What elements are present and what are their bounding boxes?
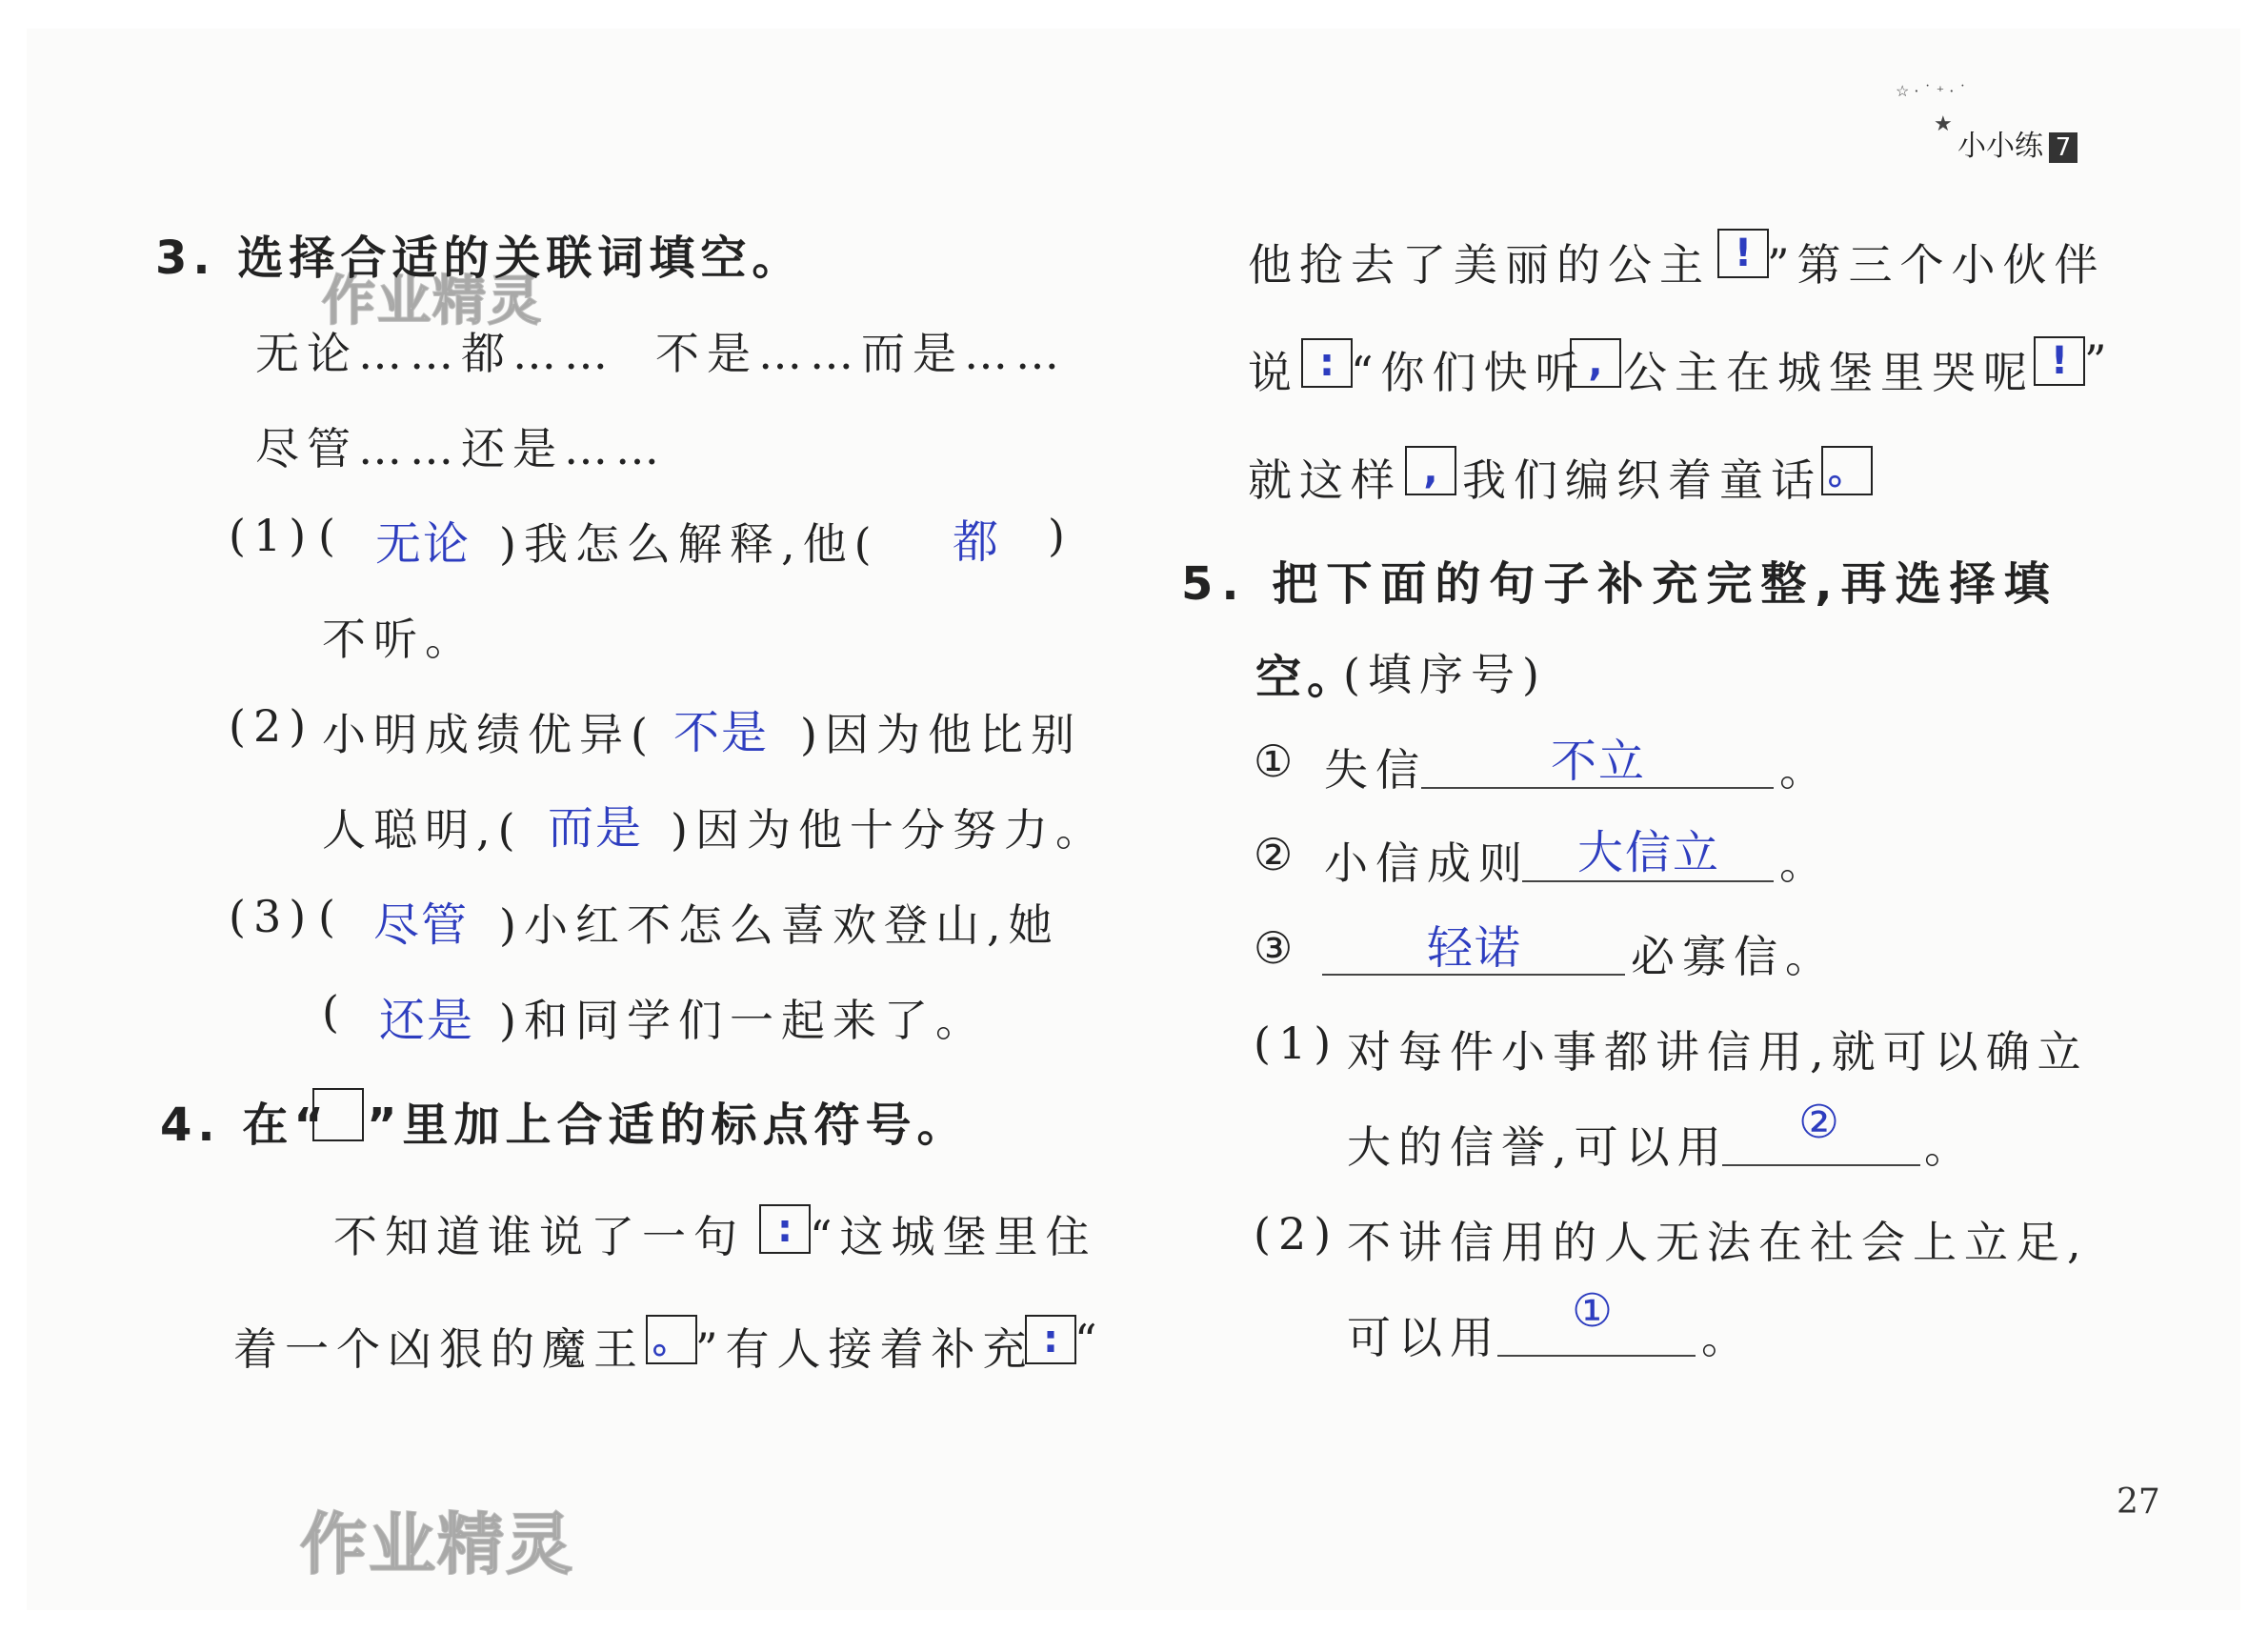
q5-title-note: (填序号) <box>1343 649 1547 700</box>
q3-option-3: 尽管……还是…… <box>255 423 667 474</box>
q3-s1-middle: )我怎么解释,他( <box>499 518 879 570</box>
q4-box-7: ! <box>2034 336 2085 386</box>
page-number: 27 <box>2117 1482 2160 1522</box>
q3-s3-middle: )小红不怎么喜欢登山,她 <box>499 899 1060 951</box>
q5-p1-line1: 对每件小事都讲信用,就可以确立 <box>1347 1026 2089 1078</box>
q5-p1-blank <box>1722 1164 1920 1166</box>
q3-option-2: 不是……而是…… <box>655 328 1067 379</box>
q4-box-5: : <box>1301 338 1353 388</box>
q4-line4: 说 <box>1248 347 1299 398</box>
q4-box-3: : <box>1025 1315 1076 1364</box>
stars-decoration: ☆ · ˙ ⁺ · ˙ <box>1896 82 1967 100</box>
q5-p1-line2: 大的信誉,可以用 <box>1347 1121 1729 1173</box>
q3-s1-num: (1) <box>229 510 314 561</box>
q3-s2-line2-pre: 人聪明,( <box>322 804 523 856</box>
q3-s3-open-2: ( <box>322 986 347 1038</box>
q5-p2-line1: 不讲信用的人无法在社会上立足, <box>1347 1217 2089 1268</box>
q4-title-box <box>312 1088 364 1141</box>
q5-p2-line2: 可以用 <box>1347 1312 1501 1363</box>
q5-p1-num: (1) <box>1254 1018 1339 1069</box>
q3-s2-answer-1: 不是 <box>673 706 770 759</box>
q5-item1-end: 。 <box>1779 744 1831 796</box>
q4-box-2: 。 <box>646 1315 697 1364</box>
exercise-number: 7 <box>2049 132 2077 163</box>
q4-line4d: ” <box>2084 335 2115 387</box>
q3-s3-answer-2: 还是 <box>379 994 475 1047</box>
q4-title-post: ”里加上合适的标点符号。 <box>367 1099 969 1152</box>
q5-p2-end: 。 <box>1701 1312 1753 1363</box>
q5-p2-num: (2) <box>1254 1208 1339 1260</box>
q5-p1-end: 。 <box>1924 1121 1976 1173</box>
q3-s2-middle: )因为他比别 <box>800 709 1082 760</box>
q3-option-1: 无论……都…… <box>255 328 615 379</box>
q5-title-line2: 空。 <box>1255 651 1359 704</box>
q4-box-6: , <box>1570 338 1621 388</box>
exercise-tag <box>1957 122 2077 164</box>
watermark-bottom: 作业精灵 <box>300 1505 574 1583</box>
q5-item3-answer: 轻诺 <box>1427 921 1523 975</box>
q4-box-4: ! <box>1717 229 1769 278</box>
q4-line2b: ”有人接着补充 <box>695 1323 1034 1375</box>
exercise-label: 小小练 <box>1957 130 2043 163</box>
q5-item2-pre: 小信成则 <box>1324 837 1530 889</box>
q3-s2-num: (2) <box>229 700 314 752</box>
q5-item2-end: 。 <box>1779 837 1831 889</box>
q3-s2-tail: )因为他十分努力。 <box>671 804 1107 856</box>
q3-s2-answer-2: 而是 <box>548 801 644 855</box>
q4-line1: 不知道谁说了一句 <box>333 1211 745 1262</box>
q4-box-9: 。 <box>1821 446 1873 495</box>
q3-s1-tail: 不听。 <box>322 614 476 665</box>
q3-s3-answer-1: 尽管 <box>373 898 470 952</box>
q3-s3-tail: )和同学们一起来了。 <box>499 995 987 1046</box>
q5-p2-answer: ① <box>1572 1284 1616 1338</box>
q4-line1b: “这城堡里住 <box>810 1211 1097 1262</box>
q5-item1-pre: 失信 <box>1324 744 1427 796</box>
watermark-top: 作业精灵 <box>322 271 543 333</box>
q5-item1-answer: 不立 <box>1551 735 1647 788</box>
q4-line5b: 我们编织着童话 <box>1462 454 1822 506</box>
q3-s1-close: ) <box>1048 510 1073 561</box>
q3-s1-answer-1: 无论 <box>375 517 472 571</box>
q4-line3: 他抢去了美丽的公主 <box>1248 239 1711 291</box>
q3-s1-open: ( <box>318 510 343 561</box>
q4-line4c: 公主在城堡里哭呢 <box>1623 347 2035 398</box>
q4-box-8: , <box>1405 446 1456 495</box>
q3-title: 3. 选择合适的关联词填空。 <box>155 232 804 285</box>
q4-line4b: “你们快听 <box>1351 347 1587 398</box>
q4-line5: 就这样 <box>1248 454 1402 506</box>
q4-box-1: : <box>759 1204 811 1254</box>
q5-item1-mark: ① <box>1254 736 1301 787</box>
q3-s3-num: (3) <box>229 891 314 942</box>
q3-s2-pre: 小明成绩优异( <box>322 709 655 760</box>
q5-item2-answer: 大信立 <box>1577 826 1721 879</box>
q5-item2-mark: ② <box>1254 829 1301 880</box>
q4-line2: 着一个凶狠的魔王 <box>233 1323 645 1375</box>
q5-item3-mark: ③ <box>1254 922 1301 974</box>
q4-line2c: “ <box>1074 1315 1105 1366</box>
q4-line3b: ”第三个小伙伴 <box>1767 239 2106 291</box>
q3-s3-open: ( <box>318 891 343 942</box>
q5-item3-post: 必寡信。 <box>1631 931 1836 982</box>
q5-p1-answer: ② <box>1798 1096 1842 1149</box>
q5-p2-blank <box>1497 1355 1696 1357</box>
star-icon: ★ <box>1934 112 1953 136</box>
q5-title-line1: 5. 把下面的句子补充完整,再选择填 <box>1181 557 2058 611</box>
q3-s1-answer-2: 都 <box>953 515 1001 569</box>
q4-title-pre: 4. 在“ <box>160 1099 330 1152</box>
